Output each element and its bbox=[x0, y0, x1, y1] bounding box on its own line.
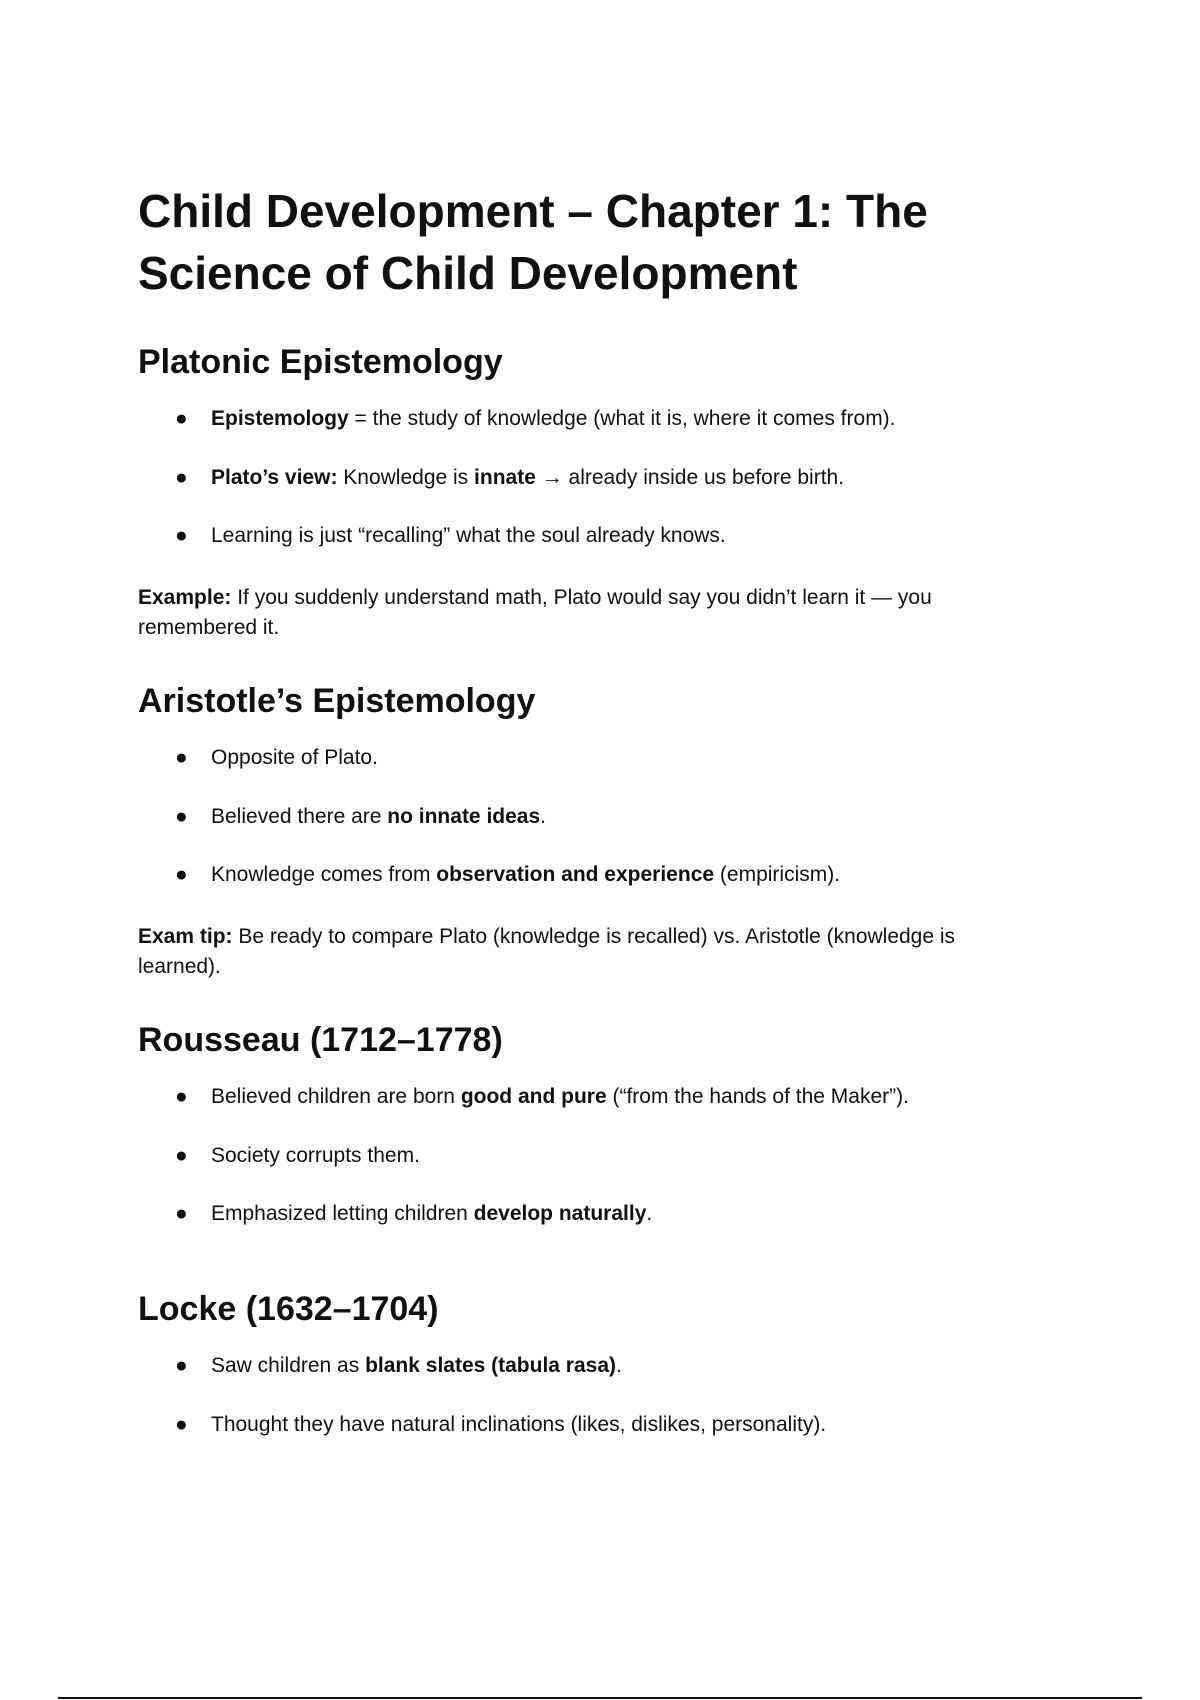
bullet-icon: ● bbox=[175, 1143, 188, 1167]
list-item-text: Opposite of Plato. bbox=[211, 746, 378, 769]
bullet-icon: ● bbox=[175, 1412, 188, 1436]
bold-term: Epistemology bbox=[211, 407, 349, 430]
note-text: If you suddenly understand math, Plato would say you didn’t learn it — you remembered it. bbox=[138, 586, 932, 639]
list-item bbox=[138, 521, 1038, 551]
list-item-text: (empiricism). bbox=[714, 863, 841, 886]
list-item-text: = the study of knowledge (what it is, where it comes from). bbox=[348, 407, 896, 430]
list-item-text: Learning is just “recalling” what the soul already knows. bbox=[211, 524, 726, 547]
bullet-icon: ● bbox=[175, 1202, 188, 1225]
list-item bbox=[138, 463, 1038, 493]
list-item-text: Emphasized letting children bbox=[211, 1202, 474, 1225]
bullet-icon: ● bbox=[175, 1085, 188, 1108]
list-item bbox=[138, 860, 1038, 890]
list-item-text: (“from the hands of the Maker”). bbox=[606, 1085, 909, 1108]
list-item-text: → already inside us before birth. bbox=[535, 465, 845, 489]
section-heading-platonic: Platonic Epistemology bbox=[138, 343, 503, 381]
page-title: Child Development – Chapter 1: The Science of Child Development bbox=[138, 185, 928, 299]
bullet-icon: ● bbox=[175, 863, 188, 886]
list-item-text: . bbox=[646, 1202, 653, 1225]
bold-term: develop naturally bbox=[473, 1202, 647, 1225]
list-item-text: Believed children are born bbox=[211, 1085, 461, 1108]
list-item bbox=[138, 1141, 1038, 1171]
bold-term: Plato’s view: bbox=[211, 465, 338, 489]
example-paragraph bbox=[138, 583, 1038, 643]
list-item bbox=[138, 802, 1038, 832]
document-body bbox=[138, 180, 1038, 1468]
bold-term: blank slates (tabula rasa) bbox=[365, 1354, 617, 1377]
list-item-text: Knowledge comes from bbox=[211, 863, 437, 886]
bullet-icon: ● bbox=[175, 465, 188, 489]
list-item bbox=[138, 1410, 1038, 1440]
bold-term: innate bbox=[474, 465, 536, 489]
bold-term: observation and experience bbox=[436, 863, 715, 886]
bold-term: good and pure bbox=[460, 1085, 607, 1108]
section-heading-aristotle: Aristotle’s Epistemology bbox=[138, 682, 536, 720]
bullet-icon: ● bbox=[175, 746, 188, 769]
list-item-text: . bbox=[616, 1354, 622, 1377]
list-item-text: Knowledge is bbox=[337, 465, 475, 489]
list-item bbox=[138, 1082, 1038, 1112]
list-item-text: . bbox=[540, 804, 546, 828]
bullet-icon: ● bbox=[175, 524, 188, 547]
list-item-text: Believed there are bbox=[211, 804, 388, 828]
bullet-list-aristotle bbox=[138, 743, 1038, 890]
note-label: Exam tip: bbox=[138, 925, 233, 948]
list-item-text: Society corrupts them. bbox=[211, 1143, 420, 1167]
list-item bbox=[138, 1351, 1038, 1381]
list-item bbox=[138, 404, 1038, 434]
bullet-list-platonic bbox=[138, 404, 1038, 551]
note-label: Example: bbox=[138, 586, 232, 609]
section-heading-locke: Locke (1632–1704) bbox=[138, 1290, 439, 1328]
bullet-icon: ● bbox=[175, 407, 188, 430]
list-item-text: Saw children as bbox=[211, 1354, 366, 1377]
list-item bbox=[138, 1199, 1038, 1229]
list-item-text: Thought they have natural inclinations (likes, dislikes, personality). bbox=[211, 1412, 827, 1436]
exam-tip-paragraph bbox=[138, 922, 1038, 982]
note-text: Be ready to compare Plato (knowledge is recalled) vs. Aristotle (knowledge is learned). bbox=[138, 925, 956, 978]
list-item bbox=[138, 743, 1038, 773]
bullet-list-rousseau bbox=[138, 1082, 1038, 1229]
section-heading-rousseau: Rousseau (1712–1778) bbox=[138, 1021, 503, 1059]
page-bottom-rule bbox=[58, 1697, 1142, 1699]
bullet-icon: ● bbox=[175, 804, 188, 828]
bold-term: no innate ideas bbox=[387, 804, 541, 828]
bullet-icon: ● bbox=[175, 1354, 188, 1377]
bullet-list-locke bbox=[138, 1351, 1038, 1440]
